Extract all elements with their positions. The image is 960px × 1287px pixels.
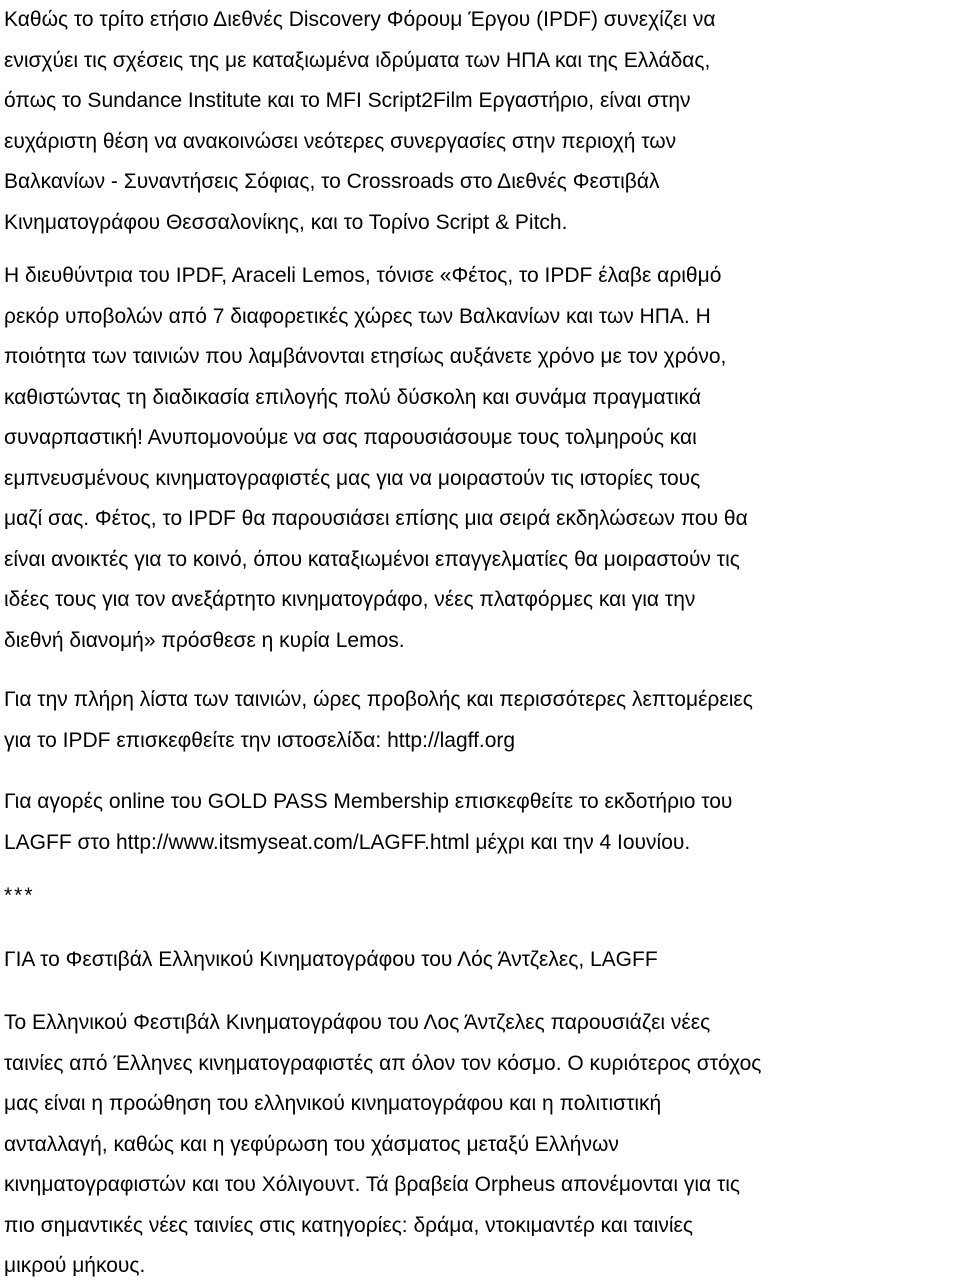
text-line-with-link[interactable]: LAGFF στο http://www.itsmyseat.com/LAGFF.html μέχρι και την 4 Ιουνίου. bbox=[4, 830, 691, 854]
text-line: όπως το Sundance Institute και το MFI Script2Film Εργαστήριο, είναι στην bbox=[4, 89, 691, 112]
text-line: ευχάριστη θέση να ανακοινώσει νεότερες συνεργασίες στην περιοχή των bbox=[4, 129, 677, 153]
text-line: Καθώς το τρίτο ετήσιο Διεθνές Discovery Φόρουμ Έργου (IPDF) συνεχίζει να bbox=[4, 8, 716, 31]
text-line: ταινίες από Έλληνες κινηματογραφιστές απ όλον τον κόσμο. Ο κυριότερος στόχος bbox=[4, 1051, 762, 1075]
text-line: συναρπαστική! Ανυπομονούμε να σας παρουσιάσουμε τους τολμηρούς και bbox=[4, 426, 697, 449]
text-line: μαζί σας. Φέτος, το IPDF θα παρουσιάσει επίσης μια σειρά εκδηλώσεων που θα bbox=[4, 507, 748, 530]
text-line: Βαλκανίων - Συναντήσεις Σόφιας, το Crossroads στο Διεθνές Φεστιβάλ bbox=[4, 170, 660, 193]
section-separator: *** bbox=[4, 884, 35, 907]
text-line-with-link[interactable]: για το IPDF επισκεφθείτε την ιστοσελίδα: http://lagff.org bbox=[4, 728, 516, 752]
text-line: διεθνή διανομή» πρόσθεσε η κυρία Lemos. bbox=[4, 628, 405, 652]
text-line: μας είναι η προώθηση του ελληνικού κινηματογράφου και η πολιτιστική bbox=[4, 1092, 662, 1115]
text-line: ενισχύει τις σχέσεις της με καταξιωμένα ιδρύματα των ΗΠΑ και της Ελλάδας, bbox=[4, 48, 711, 72]
paragraph-about-lagff bbox=[4, 1003, 761, 1287]
text-line: εμπνευσμένους κινηματογραφιστές μας για να μοιραστούν τις ιστορίες τους bbox=[4, 466, 701, 490]
text-line: ρεκόρ υποβολών από 7 διαφορετικές χώρες των Βαλκανίων και των ΗΠΑ. Η bbox=[4, 304, 711, 328]
paragraph-gold-pass bbox=[4, 782, 732, 863]
text-line: Για την πλήρη λίστα των ταινιών, ώρες προβολής και περισσότερες λεπτομέρειες bbox=[4, 688, 753, 711]
text-line: ανταλλαγή, καθώς και η γεφύρωση του χάσματος μεταξύ Ελλήνων bbox=[4, 1132, 619, 1156]
section-heading: ΓΙΑ το Φεστιβάλ Ελληνικού Κινηματογράφου του Λός Άντζελες, LAGFF bbox=[4, 948, 658, 971]
paragraph-director-quote bbox=[4, 256, 748, 661]
text-line: είναι ανοικτές για το κοινό, όπου καταξιωμένοι επαγγελματίες θα μοιραστούν τις bbox=[4, 547, 740, 571]
text-line: πιο σημαντικές νέες ταινίες στις κατηγορίες: δράμα, ντοκιμαντέρ και ταινίες bbox=[4, 1213, 694, 1237]
text-line: Για αγορές online του GOLD PASS Membership επισκεφθείτε το εκδοτήριο του bbox=[4, 790, 733, 813]
text-line: ποιότητα των ταινιών που λαμβάνονται ετησίως αυξάνετε χρόνο με τον χρόνο, bbox=[4, 345, 727, 368]
paragraph-ipdf-intro bbox=[4, 0, 716, 243]
text-line: Το Ελληνικού Φεστιβάλ Κινηματογράφου του Λος Άντζελες παρουσιάζει νέες bbox=[4, 1011, 711, 1034]
text-line: ιδέες τους για τον ανεξάρτητο κινηματογράφο, νέες πλατφόρμες και για την bbox=[4, 588, 696, 611]
text-line: μικρού μήκους. bbox=[4, 1254, 146, 1277]
text-line: Κινηματογράφου Θεσσαλονίκης, και το Τορίνο Script & Pitch. bbox=[4, 210, 568, 234]
text-line: Η διευθύντρια του IPDF, Araceli Lemos, τόνισε «Φέτος, το IPDF έλαβε αριθμό bbox=[4, 264, 722, 287]
text-line: κινηματογραφιστών και του Χόλιγουντ. Τά βραβεία Orpheus απονέμονται για τις bbox=[4, 1173, 741, 1196]
paragraph-website-info bbox=[4, 680, 753, 761]
text-line: καθιστώντας τη διαδικασία επιλογής πολύ δύσκολη και συνάμα πραγματικά bbox=[4, 385, 701, 409]
